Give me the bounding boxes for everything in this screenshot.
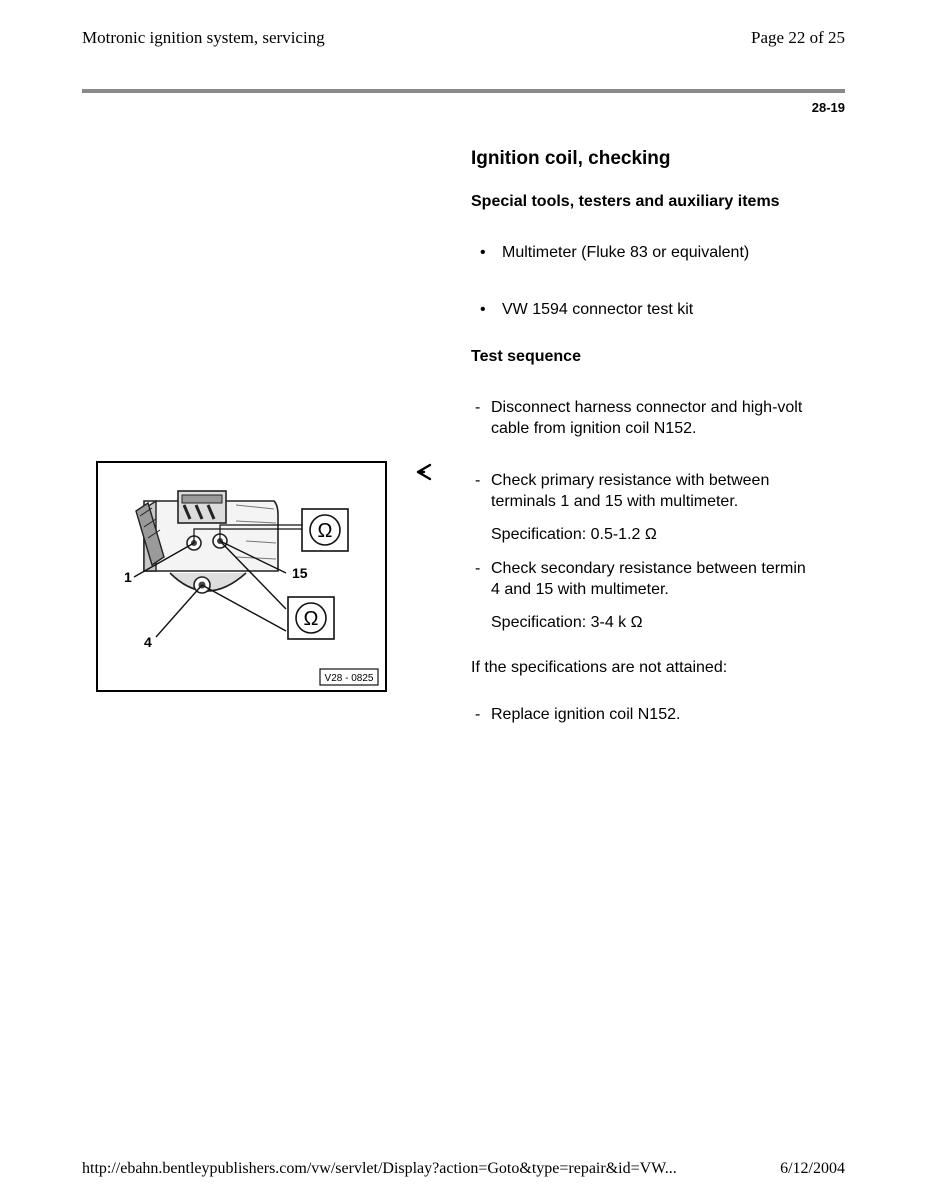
step-line: Check primary resistance with between: [491, 472, 770, 489]
tool-item-text: Multimeter (Fluke 83 or equivalent): [502, 244, 750, 261]
page-number: Page 22 of 25: [751, 28, 845, 47]
document-title: Motronic ignition system, servicing: [82, 28, 325, 47]
condition-text: If the specifications are not attained:: [471, 659, 728, 676]
figure-pointer-icon: [414, 463, 436, 481]
test-step: [475, 559, 847, 600]
test-step: [475, 471, 847, 512]
dash-marker: -: [475, 560, 481, 577]
bullet-icon: •: [480, 301, 486, 318]
test-sequence-heading: Test sequence: [471, 348, 581, 365]
step-line: Replace ignition coil N152.: [491, 706, 681, 723]
source-url: http://ebahn.bentleypublishers.com/vw/servlet/Display?action=Goto&type=repair&id=VW...: [82, 1160, 677, 1177]
terminal-label-1: 1: [124, 569, 132, 585]
tool-item-text: VW 1594 connector test kit: [502, 301, 694, 318]
header-divider: [82, 89, 845, 93]
test-step: [475, 705, 847, 726]
step-line: terminals 1 and 15 with multimeter.: [491, 492, 739, 510]
ohmmeter-symbol-top: [302, 509, 348, 551]
terminal-label-15: 15: [292, 565, 308, 581]
step-line: Disconnect harness connector and high-volt: [491, 399, 803, 416]
section-title: Ignition coil, checking: [471, 148, 671, 169]
tools-heading: Special tools, testers and auxiliary items: [471, 193, 780, 210]
primary-specification: Specification: 0.5-1.2 Ω: [491, 526, 657, 543]
bullet-icon: •: [480, 244, 486, 261]
secondary-specification: Specification: 3-4 k Ω: [491, 614, 643, 631]
terminal-label-4: 4: [144, 634, 152, 650]
step-line: 4 and 15 with multimeter.: [491, 580, 669, 598]
step-line: cable from ignition coil N152.: [491, 419, 697, 437]
dash-marker: -: [475, 706, 481, 723]
dash-marker: -: [475, 399, 481, 416]
tool-item: [480, 301, 693, 319]
tool-item: [480, 244, 749, 262]
test-step: [475, 398, 847, 439]
step-line: Check secondary resistance between termin: [491, 560, 806, 577]
dash-marker: -: [475, 472, 481, 489]
ohm-symbol: Ω: [317, 520, 333, 542]
ohmmeter-symbol-bottom: [288, 597, 334, 639]
figure-code: V28 - 0825: [324, 673, 374, 684]
ohm-symbol: Ω: [303, 608, 319, 630]
print-date: 6/12/2004: [780, 1160, 845, 1177]
page-code: 28-19: [811, 100, 845, 115]
ignition-coil-illustration: [96, 461, 387, 692]
